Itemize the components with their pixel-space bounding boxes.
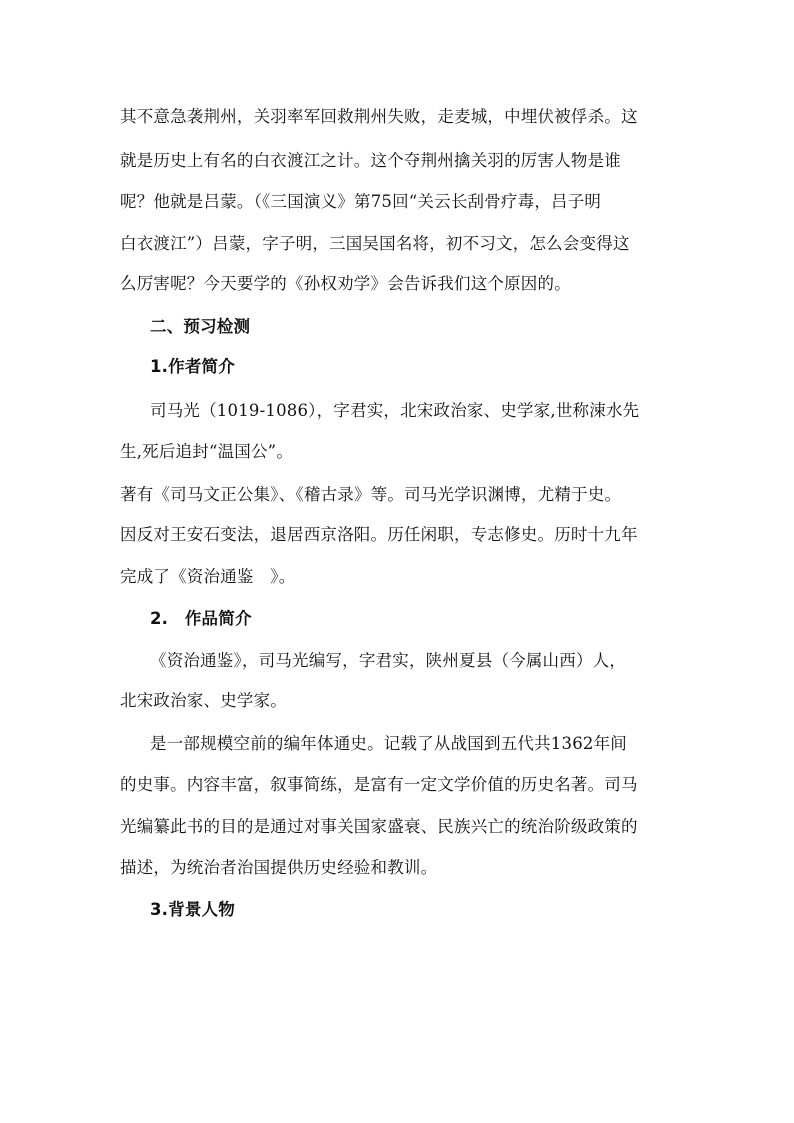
intro-line-5: 么厉害呢？今天要学的《孙权劝学》会告诉我们这个原因的。 bbox=[120, 274, 571, 293]
intro-line-1: 其不意急袭荆州，关羽率军回救荆州失败，走麦城，中埋伏被俘杀。这 bbox=[120, 107, 638, 126]
work-line-6: 描述，为统治者治国提供历史经验和教训。 bbox=[120, 858, 438, 877]
author-line-2: 生,死后追封“温国公”。 bbox=[120, 442, 294, 461]
work-line-3: 是一部规模空前的编年体通史。记载了从战国到五代共1362年间 bbox=[150, 734, 627, 753]
subheading-work-intro: 2. 作品简介 bbox=[150, 609, 252, 628]
author-line-4: 因反对王安石变法，退居西京洛阳。历任闲职，专志修史。历时十九年 bbox=[120, 525, 638, 544]
subheading-author-intro: 1.作者简介 bbox=[150, 357, 235, 376]
work-line-1: 《资治通鉴》，司马光编写，字君实，陕州夏县（今属山西）人， bbox=[150, 651, 627, 670]
work-line-4: 的史事。内容丰富，叙事简练，是富有一定文学价值的历史名著。司马 bbox=[120, 775, 638, 794]
intro-line-4: 白衣渡江”）吕蒙，字子明，三国吴国名将，初不习文，怎么会变得这 bbox=[120, 234, 630, 253]
work-line-2: 北宋政治家、史学家。 bbox=[120, 691, 287, 710]
intro-line-3: 呢？他就是吕蒙。（《三国演义》第75回“关云长刮骨疗毒，吕子明 bbox=[120, 192, 602, 211]
section-heading-preview-check: 二、预习检测 bbox=[150, 317, 251, 336]
author-line-1: 司马光（1019-1086），字君实，北宋政治家、史学家,世称涑水先 bbox=[150, 401, 640, 420]
intro-line-2: 就是历史上有名的白衣渡江之计。这个夺荆州擒关羽的厉害人物是谁 bbox=[120, 151, 621, 170]
subheading-background-figure: 3.背景人物 bbox=[150, 900, 235, 919]
work-line-5: 光编纂此书的目的是通过对事关国家盛衰、民族兴亡的统治阶级政策的 bbox=[120, 817, 638, 836]
author-line-5: 完成了《资治通鉴 》。 bbox=[120, 567, 296, 586]
author-line-3: 著有《司马文正公集》、《稽古录》等。司马光学识渊博，尤精于史。 bbox=[120, 485, 622, 504]
